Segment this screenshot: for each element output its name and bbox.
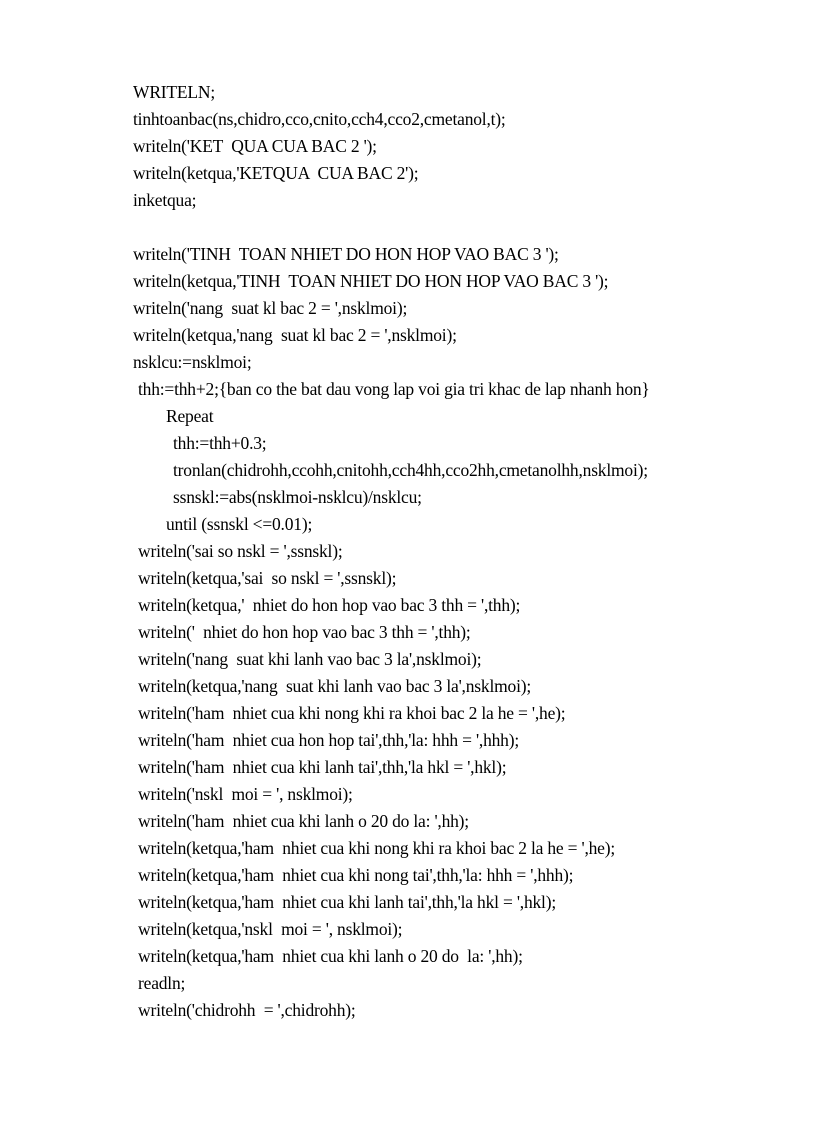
code-line: writeln(ketqua,'TINH TOAN NHIET DO HON HOP VAO BAC 3 '); (133, 271, 609, 291)
code-line: writeln(ketqua,'nskl moi = ', nsklmoi); (138, 919, 403, 939)
code-line: writeln('ham nhiet cua khi lanh tai',thh,'la hkl = ',hkl); (138, 757, 507, 777)
code-line: tronlan(chidrohh,ccohh,cnitohh,cch4hh,cco2hh,cmetanolhh,nsklmoi); (173, 460, 648, 480)
code-line: writeln('ham nhiet cua hon hop tai',thh,'la: hhh = ',hhh); (138, 730, 520, 750)
code-line: Repeat (166, 406, 214, 426)
code-line: tinhtoanbac(ns,chidro,cco,cnito,cch4,cco2,cmetanol,t); (133, 109, 506, 129)
code-line: until (ssnskl <=0.01); (166, 514, 313, 534)
code-line: thh:=thh+0.3; (173, 433, 267, 453)
code-line: inketqua; (133, 190, 197, 210)
code-line: writeln(' nhiet do hon hop vao bac 3 thh = ',thh); (138, 622, 471, 642)
code-line: writeln(ketqua,'ham nhiet cua khi nong tai',thh,'la: hhh = ',hhh); (138, 865, 574, 885)
code-line: writeln(ketqua,'nang suat kl bac 2 = ',nsklmoi); (133, 325, 457, 345)
code-line: writeln('chidrohh = ',chidrohh); (138, 1000, 356, 1020)
code-line: thh:=thh+2;{ban co the bat dau vong lap voi gia tri khac de lap nhanh hon} (138, 379, 650, 399)
code-line: writeln('ham nhiet cua khi lanh o 20 do la: ',hh); (138, 811, 469, 831)
code-line: readln; (138, 973, 186, 993)
code-line: writeln(ketqua,'ham nhiet cua khi lanh tai',thh,'la hkl = ',hkl); (138, 892, 556, 912)
code-line: writeln(ketqua,'nang suat khi lanh vao bac 3 la',nsklmoi); (138, 676, 532, 696)
code-line: ssnskl:=abs(nsklmoi-nsklcu)/nsklcu; (173, 487, 422, 507)
code-line: writeln(ketqua,'ham nhiet cua khi lanh o 20 do la: ',hh); (138, 946, 523, 966)
code-line: writeln('KET QUA CUA BAC 2 '); (133, 136, 377, 156)
code-line: writeln('sai so nskl = ',ssnskl); (138, 541, 343, 561)
code-line: WRITELN; (133, 82, 215, 102)
code-line: nsklcu:=nsklmoi; (133, 352, 252, 372)
code-line: writeln(ketqua,'KETQUA CUA BAC 2'); (133, 163, 419, 183)
code-line: writeln('nang suat kl bac 2 = ',nsklmoi); (133, 298, 408, 318)
code-line: writeln('nang suat khi lanh vao bac 3 la',nsklmoi); (138, 649, 482, 669)
code-line: writeln('TINH TOAN NHIET DO HON HOP VAO BAC 3 '); (133, 244, 559, 264)
code-line: writeln('nskl moi = ', nsklmoi); (138, 784, 353, 804)
code-line: writeln(ketqua,'sai so nskl = ',ssnskl); (138, 568, 397, 588)
code-line: writeln(ketqua,'ham nhiet cua khi nong khi ra khoi bac 2 la he = ',he); (138, 838, 616, 858)
code-line: writeln('ham nhiet cua khi nong khi ra khoi bac 2 la he = ',he); (138, 703, 566, 723)
code-line: writeln(ketqua,' nhiet do hon hop vao bac 3 thh = ',thh); (138, 595, 521, 615)
